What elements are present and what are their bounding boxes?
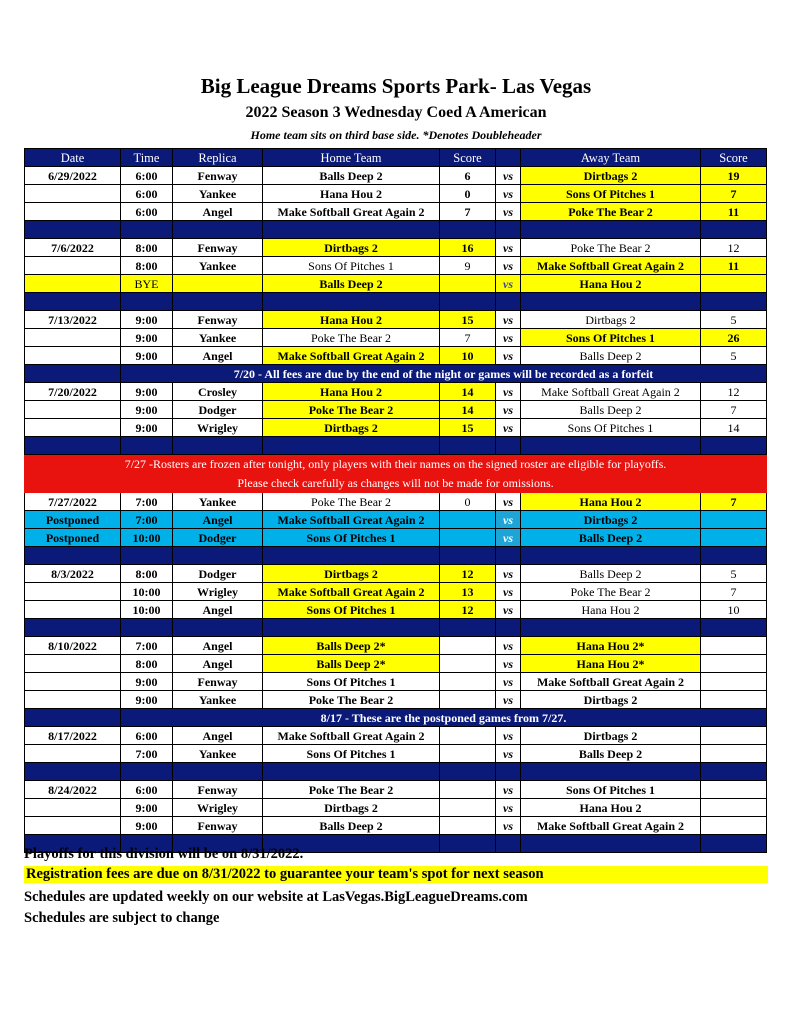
date: Postponed <box>25 529 121 547</box>
away-team: Poke The Bear 2 <box>521 583 701 601</box>
roster-notice-row <box>25 455 767 474</box>
away-team: Hana Hou 2* <box>521 637 701 655</box>
bye-row <box>25 275 767 293</box>
vs: vs <box>496 655 521 673</box>
away-score <box>701 691 767 709</box>
date <box>25 401 121 419</box>
col-replica: Replica <box>173 149 263 167</box>
replica <box>173 275 263 293</box>
time: 10:00 <box>121 529 173 547</box>
away-team: Make Softball Great Again 2 <box>521 383 701 401</box>
replica: Dodger <box>173 529 263 547</box>
replica: Wrigley <box>173 583 263 601</box>
time: 8:00 <box>121 257 173 275</box>
away-team: Balls Deep 2 <box>521 745 701 763</box>
game-row <box>25 493 767 511</box>
game-row <box>25 257 767 275</box>
replica: Yankee <box>173 493 263 511</box>
home-team: Dirtbags 2 <box>263 799 440 817</box>
roster-notice-line2: Please check carefully as changes will not be made for omissions. <box>25 474 767 493</box>
date <box>25 745 121 763</box>
away-team: Sons Of Pitches 1 <box>521 329 701 347</box>
away-score: 10 <box>701 601 767 619</box>
away-score: 26 <box>701 329 767 347</box>
date: 8/3/2022 <box>25 565 121 583</box>
game-row <box>25 583 767 601</box>
home-score: 14 <box>440 401 496 419</box>
away-score: 12 <box>701 383 767 401</box>
vs: vs <box>496 419 521 437</box>
home-score: 12 <box>440 601 496 619</box>
date <box>25 329 121 347</box>
replica: Yankee <box>173 745 263 763</box>
separator-row <box>25 221 767 239</box>
time: 9:00 <box>121 419 173 437</box>
home-team: Balls Deep 2* <box>263 637 440 655</box>
home-team: Poke The Bear 2 <box>263 781 440 799</box>
away-team: Sons Of Pitches 1 <box>521 419 701 437</box>
home-score: 7 <box>440 329 496 347</box>
vs: vs <box>496 347 521 365</box>
home-team: Sons Of Pitches 1 <box>263 529 440 547</box>
home-score <box>440 799 496 817</box>
away-team: Sons Of Pitches 1 <box>521 781 701 799</box>
home-score <box>440 529 496 547</box>
away-team: Hana Hou 2 <box>521 799 701 817</box>
replica: Wrigley <box>173 799 263 817</box>
home-team: Make Softball Great Again 2 <box>263 347 440 365</box>
vs: vs <box>496 275 521 293</box>
away-team: Balls Deep 2 <box>521 401 701 419</box>
vs: vs <box>496 185 521 203</box>
away-score <box>701 727 767 745</box>
header-row <box>25 149 767 167</box>
away-team: Hana Hou 2 <box>521 493 701 511</box>
home-score <box>440 511 496 529</box>
game-row <box>25 799 767 817</box>
date: 6/29/2022 <box>25 167 121 185</box>
away-team: Balls Deep 2 <box>521 347 701 365</box>
time: 9:00 <box>121 799 173 817</box>
away-score <box>701 817 767 835</box>
home-team: Poke The Bear 2 <box>263 493 440 511</box>
home-team: Sons Of Pitches 1 <box>263 745 440 763</box>
home-score <box>440 691 496 709</box>
date: 8/10/2022 <box>25 637 121 655</box>
date <box>25 691 121 709</box>
home-score: 15 <box>440 419 496 437</box>
away-team: Sons Of Pitches 1 <box>521 185 701 203</box>
col-home-team: Home Team <box>263 149 440 167</box>
date <box>25 799 121 817</box>
col-time: Time <box>121 149 173 167</box>
away-score: 5 <box>701 311 767 329</box>
vs: vs <box>496 493 521 511</box>
schedule-table <box>24 148 767 853</box>
home-team: Sons Of Pitches 1 <box>263 601 440 619</box>
date <box>25 817 121 835</box>
game-row <box>25 239 767 257</box>
away-team: Hana Hou 2 <box>521 275 701 293</box>
page-subtitle: 2022 Season 3 Wednesday Coed A American <box>245 104 547 121</box>
game-row <box>25 655 767 673</box>
vs: vs <box>496 167 521 185</box>
away-score <box>701 637 767 655</box>
vs: vs <box>496 727 521 745</box>
date: 7/27/2022 <box>25 493 121 511</box>
game-row <box>25 601 767 619</box>
change-note: Schedules are subject to change <box>24 910 220 926</box>
away-team: Poke The Bear 2 <box>521 239 701 257</box>
away-team: Hana Hou 2* <box>521 655 701 673</box>
separator-row <box>25 763 767 781</box>
away-score: 12 <box>701 239 767 257</box>
vs: vs <box>496 203 521 221</box>
vs: vs <box>496 781 521 799</box>
replica: Dodger <box>173 401 263 419</box>
col-vs <box>496 149 521 167</box>
game-row <box>25 203 767 221</box>
away-score <box>701 511 767 529</box>
away-team: Hana Hou 2 <box>521 601 701 619</box>
replica: Fenway <box>173 817 263 835</box>
vs: vs <box>496 311 521 329</box>
away-team: Balls Deep 2 <box>521 565 701 583</box>
time: 7:00 <box>121 637 173 655</box>
time: 9:00 <box>121 673 173 691</box>
date <box>25 275 121 293</box>
registration-note: Registration fees are due on 8/31/2022 to guarantee your team's spot for next season <box>24 866 768 883</box>
away-score <box>701 745 767 763</box>
time: 10:00 <box>121 583 173 601</box>
time: 8:00 <box>121 239 173 257</box>
col-home-score: Score <box>440 149 496 167</box>
away-team: Make Softball Great Again 2 <box>521 257 701 275</box>
home-score: 6 <box>440 167 496 185</box>
vs: vs <box>496 511 521 529</box>
vs: vs <box>496 601 521 619</box>
game-row <box>25 565 767 583</box>
home-score: 0 <box>440 185 496 203</box>
away-score: 11 <box>701 257 767 275</box>
home-team: Make Softball Great Again 2 <box>263 727 440 745</box>
away-team: Make Softball Great Again 2 <box>521 817 701 835</box>
replica: Angel <box>173 727 263 745</box>
game-row <box>25 185 767 203</box>
time: 9:00 <box>121 383 173 401</box>
away-team: Dirtbags 2 <box>521 511 701 529</box>
time: 7:00 <box>121 745 173 763</box>
home-team: Dirtbags 2 <box>263 239 440 257</box>
away-score <box>701 673 767 691</box>
time: 9:00 <box>121 691 173 709</box>
home-score: 14 <box>440 383 496 401</box>
home-score: 13 <box>440 583 496 601</box>
away-team: Poke The Bear 2 <box>521 203 701 221</box>
replica: Angel <box>173 203 263 221</box>
date: Postponed <box>25 511 121 529</box>
away-score: 7 <box>701 583 767 601</box>
away-score <box>701 655 767 673</box>
game-row <box>25 745 767 763</box>
game-row <box>25 637 767 655</box>
home-team: Poke The Bear 2 <box>263 401 440 419</box>
home-score <box>440 781 496 799</box>
postponed-row <box>25 529 767 547</box>
game-row <box>25 691 767 709</box>
vs: vs <box>496 799 521 817</box>
home-score <box>440 673 496 691</box>
time: 10:00 <box>121 601 173 619</box>
game-row <box>25 311 767 329</box>
date: 7/6/2022 <box>25 239 121 257</box>
separator-row <box>25 293 767 311</box>
away-score <box>701 275 767 293</box>
home-score: 10 <box>440 347 496 365</box>
replica: Fenway <box>173 167 263 185</box>
col-date: Date <box>25 149 121 167</box>
home-team: Hana Hou 2 <box>263 311 440 329</box>
replica: Yankee <box>173 185 263 203</box>
home-team: Balls Deep 2 <box>263 167 440 185</box>
replica: Fenway <box>173 239 263 257</box>
home-team: Poke The Bear 2 <box>263 329 440 347</box>
date: 8/17/2022 <box>25 727 121 745</box>
replica: Angel <box>173 601 263 619</box>
home-score <box>440 637 496 655</box>
time: 9:00 <box>121 347 173 365</box>
vs: vs <box>496 565 521 583</box>
col-away-team: Away Team <box>521 149 701 167</box>
away-score: 7 <box>701 493 767 511</box>
away-score <box>701 781 767 799</box>
time: 9:00 <box>121 401 173 419</box>
replica: Angel <box>173 637 263 655</box>
replica: Dodger <box>173 565 263 583</box>
website-note: Schedules are updated weekly on our website at LasVegas.BigLeagueDreams.com <box>24 889 528 905</box>
home-score: 15 <box>440 311 496 329</box>
vs: vs <box>496 329 521 347</box>
game-row <box>25 329 767 347</box>
notice-row <box>25 709 767 727</box>
date <box>25 655 121 673</box>
date: 7/20/2022 <box>25 383 121 401</box>
home-score: 16 <box>440 239 496 257</box>
vs: vs <box>496 673 521 691</box>
home-team: Make Softball Great Again 2 <box>263 203 440 221</box>
time: 6:00 <box>121 167 173 185</box>
away-score <box>701 529 767 547</box>
away-score: 5 <box>701 565 767 583</box>
away-team: Balls Deep 2 <box>521 529 701 547</box>
home-team: Hana Hou 2 <box>263 383 440 401</box>
date: 7/13/2022 <box>25 311 121 329</box>
vs: vs <box>496 401 521 419</box>
header-note: Home team sits on third base side. *Denotes Doubleheader <box>250 128 542 142</box>
home-team: Poke The Bear 2 <box>263 691 440 709</box>
date <box>25 419 121 437</box>
time: 9:00 <box>121 311 173 329</box>
replica: Yankee <box>173 257 263 275</box>
home-team: Dirtbags 2 <box>263 419 440 437</box>
date: 8/24/2022 <box>25 781 121 799</box>
home-score: 7 <box>440 203 496 221</box>
home-team: Balls Deep 2 <box>263 275 440 293</box>
time: BYE <box>121 275 173 293</box>
home-team: Sons Of Pitches 1 <box>263 257 440 275</box>
home-score <box>440 745 496 763</box>
page-title: Big League Dreams Sports Park- Las Vegas <box>200 74 592 98</box>
vs: vs <box>496 257 521 275</box>
game-row <box>25 817 767 835</box>
time: 9:00 <box>121 329 173 347</box>
home-team: Hana Hou 2 <box>263 185 440 203</box>
replica: Angel <box>173 655 263 673</box>
away-team: Dirtbags 2 <box>521 691 701 709</box>
game-row <box>25 347 767 365</box>
fees-notice: 7/20 - All fees are due by the end of the night or games will be recorded as a forfeit <box>121 365 767 383</box>
away-score: 19 <box>701 167 767 185</box>
away-score: 11 <box>701 203 767 221</box>
vs: vs <box>496 583 521 601</box>
separator-row <box>25 619 767 637</box>
away-score: 7 <box>701 185 767 203</box>
away-score: 7 <box>701 401 767 419</box>
date <box>25 185 121 203</box>
date <box>25 601 121 619</box>
home-score <box>440 727 496 745</box>
away-team: Dirtbags 2 <box>521 311 701 329</box>
home-score: 0 <box>440 493 496 511</box>
vs: vs <box>496 529 521 547</box>
home-team: Balls Deep 2* <box>263 655 440 673</box>
replica: Crosley <box>173 383 263 401</box>
game-row <box>25 673 767 691</box>
game-row <box>25 401 767 419</box>
playoffs-note: Playoffs for this division will be on 8/31/2022. <box>24 846 304 862</box>
game-row <box>25 781 767 799</box>
replica: Angel <box>173 511 263 529</box>
separator-row <box>25 437 767 455</box>
home-team: Dirtbags 2 <box>263 565 440 583</box>
date <box>25 257 121 275</box>
vs: vs <box>496 691 521 709</box>
time: 6:00 <box>121 203 173 221</box>
time: 8:00 <box>121 655 173 673</box>
date <box>25 583 121 601</box>
roster-notice-line1: 7/27 -Rosters are frozen after tonight, only players with their names on the signed roster are eligible for playoffs. <box>25 455 767 474</box>
home-score <box>440 275 496 293</box>
time: 6:00 <box>121 781 173 799</box>
replica: Wrigley <box>173 419 263 437</box>
replica: Fenway <box>173 311 263 329</box>
home-team: Balls Deep 2 <box>263 817 440 835</box>
home-team: Sons Of Pitches 1 <box>263 673 440 691</box>
time: 7:00 <box>121 511 173 529</box>
replica: Yankee <box>173 329 263 347</box>
date <box>25 673 121 691</box>
time: 6:00 <box>121 727 173 745</box>
time: 9:00 <box>121 817 173 835</box>
replica: Fenway <box>173 781 263 799</box>
time: 8:00 <box>121 565 173 583</box>
vs: vs <box>496 383 521 401</box>
home-score: 9 <box>440 257 496 275</box>
home-score <box>440 655 496 673</box>
home-team: Make Softball Great Again 2 <box>263 511 440 529</box>
away-team: Dirtbags 2 <box>521 167 701 185</box>
game-row <box>25 419 767 437</box>
away-score <box>701 799 767 817</box>
game-row <box>25 727 767 745</box>
vs: vs <box>496 817 521 835</box>
roster-notice-row <box>25 474 767 493</box>
time: 6:00 <box>121 185 173 203</box>
vs: vs <box>496 745 521 763</box>
game-row <box>25 167 767 185</box>
postponed-row <box>25 511 767 529</box>
time: 7:00 <box>121 493 173 511</box>
notice-row <box>25 365 767 383</box>
date <box>25 347 121 365</box>
postponed-notice: 8/17 - These are the postponed games from 7/27. <box>121 709 767 727</box>
replica: Fenway <box>173 673 263 691</box>
replica: Yankee <box>173 691 263 709</box>
home-score <box>440 817 496 835</box>
away-team: Make Softball Great Again 2 <box>521 673 701 691</box>
col-away-score: Score <box>701 149 767 167</box>
home-team: Make Softball Great Again 2 <box>263 583 440 601</box>
home-score: 12 <box>440 565 496 583</box>
away-team: Dirtbags 2 <box>521 727 701 745</box>
replica: Angel <box>173 347 263 365</box>
away-score: 14 <box>701 419 767 437</box>
away-score: 5 <box>701 347 767 365</box>
vs: vs <box>496 239 521 257</box>
date <box>25 203 121 221</box>
separator-row <box>25 547 767 565</box>
vs: vs <box>496 637 521 655</box>
game-row <box>25 383 767 401</box>
